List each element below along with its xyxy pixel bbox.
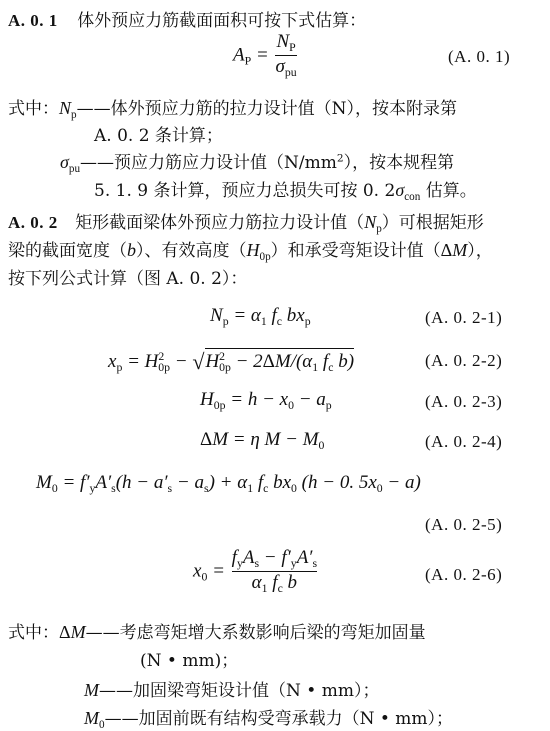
equation-a01: $A_P$ = $\frac{N_P}{\sigma_{pu}}$ (233, 31, 297, 80)
equation-a02-5: $M_0 = f'_yA'_s(h - a'_s - a_s) + \alpha_1$ $f_c$ $bx_0$ (h − 0. $5x_0 - a$) (36, 472, 421, 496)
section-number: A. 0. 1 (8, 11, 58, 30)
definition-spu: $\sigma_{pu}——$预应力筋应力设计值$(N/mm^2)$，按本规程第 (60, 152, 455, 175)
definition-m: M——加固梁弯矩设计值（N • mm）； (84, 680, 380, 701)
equation-a02-3: $H_{0p} = h - x_0 - a_p$ (200, 389, 332, 413)
definition-np: 式中：$N_p——$体外预应力筋的拉力设计值（N），按本附录第 (8, 98, 457, 121)
definition-m0: $M_0——$加固前既有结构受弯承载力（N • mm）； (84, 708, 454, 731)
section-number: A. 0. 2 (8, 213, 58, 232)
equation-a02-1: $N_p = \alpha_1$ $f_c$ $bx_p$ (210, 305, 311, 329)
equation-number: (A. 0. 2-6) (425, 565, 503, 584)
definition-delta-m: 式中：ΔM——考虑弯矩增大系数影响后梁的弯矩加固量 (8, 622, 426, 643)
equation-number: (A. 0. 2-3) (425, 392, 503, 411)
equation-a02-6: $x_0$ = $\frac{f_yA_s - f'_yA'_s}{\alpha_1 f_c b}$ (193, 547, 318, 596)
section-a01-heading (8, 6, 366, 31)
equation-a02-2: $x_p = H^2_{0p} - √H^2_{0p} - 2\Delta M/(\alpha_1$ $f_c$ b) (108, 349, 355, 375)
equation-number: (A. 0. 2-5) (425, 515, 503, 534)
section-a02-line2: 梁的截面宽度（b）、有效高度$(H_{0p})$和承受弯矩设计值（ΔM）， (8, 240, 493, 263)
equation-number: (A. 0. 1) (448, 47, 511, 66)
equation-number: (A. 0. 2-2) (425, 351, 503, 370)
definition-np-cont: A. 0. 2 条计算； (94, 126, 223, 146)
section-a02-line3: 按下列公式计算（图 A. 0. 2）： (8, 269, 248, 289)
section-title: 体外预应力筋截面面积可按下式估算： (77, 11, 367, 31)
equation-number: (A. 0. 2-4) (425, 432, 503, 451)
equation-a02-4: ΔM = η $M - M_0$ (200, 429, 325, 453)
equation-number: (A. 0. 2-1) (425, 308, 503, 327)
definition-spu-cont: 5. 1. 9 条计算，预应力总损失可按 0. $2\sigma_{con}$ 估算。 (94, 180, 477, 203)
definition-delta-m-cont: (N • mm)； (140, 651, 239, 671)
section-a02-heading: A. 0. 2 矩形截面梁体外预应力筋拉力设计值$(N_p)$可根据矩形 (8, 212, 484, 235)
